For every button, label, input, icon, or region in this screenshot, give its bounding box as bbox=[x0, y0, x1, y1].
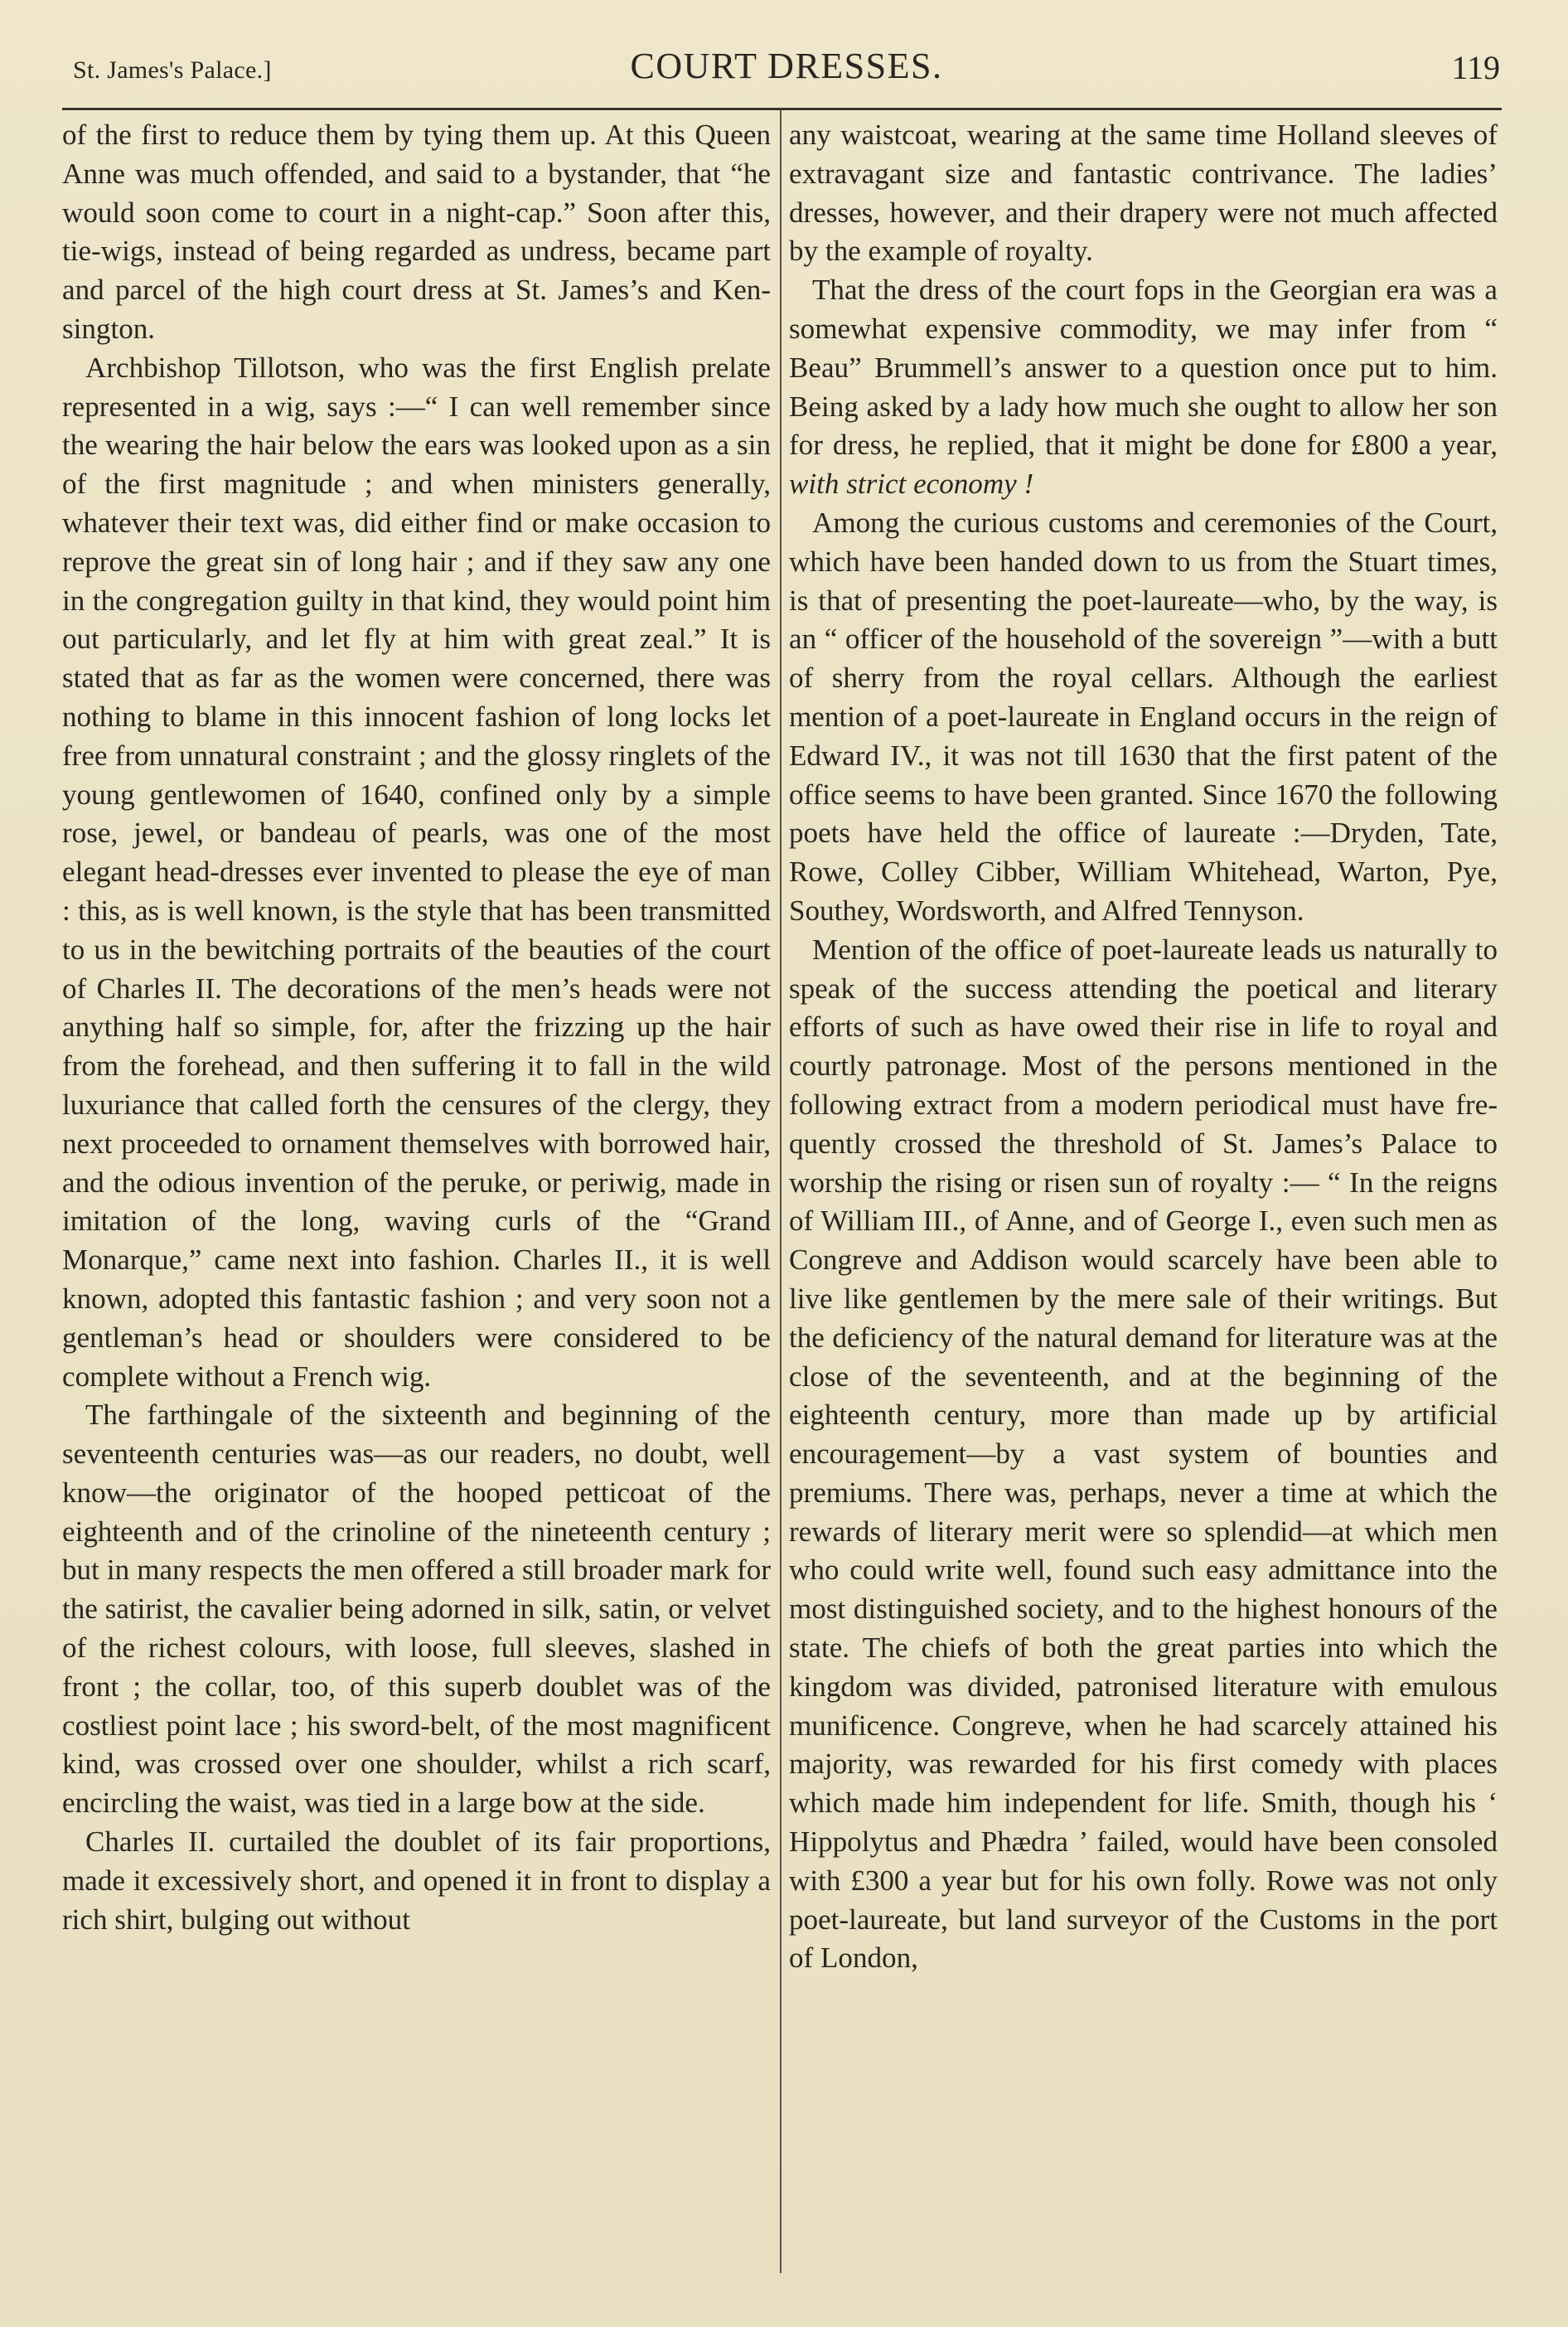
left-paragraph-2: Archbishop Tillotson, who was the first English prelate represented in a wig, says :—“ I can well remember since the wearing the hair below the ears was looked upon as a sin of the first magnitude ; and when ministers generally, whatever their text was, did either find or make occasion to reprove the great sin of long hair ; and if they saw any one in the congregation guilty in that kind, they would point him out particularly, and let fly at him with great zeal.” It is stated that as far as the women were concerned, there was nothing to blame in this innocent fashion of long locks let free from unnatural constraint ; and the glossy ringlets of the young gentlewomen of 1640, confined only by a simple rose, jewel, or bandeau of pearls, was one of the most elegant head-dresses ever invented to please the eye of man : this, as is well known, is the style that has been transmitted to us in the bewitching portraits of the beauties of the court of Charles II. The decorations of the men’s heads were not anything half so simple, for, after the frizzing up the hair from the forehead, and then suffering it to fall in the wild luxuriance that called forth the censures of the clergy, they next proceeded to ornament themselves with borrowed hair, and the odious invention of the peruke, or periwig, made in imitation of the long, waving curls of the “Grand Monarque,” came next into fashion. Charles II., it is well known, adopted this fantastic fashion ; and very soon not a gentleman’s head or shoulders were considered to be complete without a French wig. bbox=[62, 351, 771, 1393]
right-paragraph-3: Among the curious customs and ceremonies of the Court, which have been handed down to us from the Stuart times, is that of presenting the poet-laureate—who, by the way, is an “ officer of the household of the sovereign ”—with a butt of sherry from the royal cellars. Although the earliest mention of a poet-laureate in England occurs in the reign of Edward IV., it was not till 1630 that the first patent of the office seems to have been granted. Since 1670 the following poets have held the office of laureate :—Dryden, Tate, Rowe, Colley Cibber, William Whitehead, Warton, Pye, Southey, Wordsworth, and Alfred Tennyson. bbox=[789, 506, 1498, 927]
right-paragraph-1: any waistcoat, wearing at the same time Holland sleeves of extravagant size and fantastic contrivance. The ladies’ dresses, however, and their drapery were not much affected by the example of royalty. bbox=[789, 119, 1498, 268]
page-title: COURT DRESSES. bbox=[630, 46, 943, 86]
left-paragraph-3: The farthingale of the sixteenth and beginning of the seventeenth centuries was—as our readers, no doubt, well know—the originator of the hooped petticoat of the eighteenth and of the crinoline of the nineteenth century ; but in many respects the men offered a still broader mark for the satirist, the cavalier being adorned in silk, satin, or velvet of the richest colours, with loose, full sleeves, slashed in front ; the collar, too, of this superb doublet was of the costliest point lace ; his sword-belt, of the most magnificent kind, was crossed over one shoulder, whilst a rich scarf, encircling the waist, was tied in a large bow at the side. bbox=[62, 1399, 771, 1820]
right-paragraph-2 bbox=[789, 271, 1498, 504]
right-column bbox=[789, 116, 1498, 1978]
right-paragraph-4: Mention of the office of poet-laureate leads us naturally to speak of the success attending the poetical and literary efforts of such as have owed their rise in life to royal and courtly patronage. Most of the persons mentioned in the following extract from a modern periodical must have frequently crossed the threshold of St. James’s Palace to worship the rising or risen sun of royalty :— “ In the reigns of William III., of Anne, and of George I., even such men as Congreve and Addison would scarcely have been able to live like gentlemen by the mere sale of their writings. But the deficiency of the natural demand for literature was at the close of the seventeenth, and at the beginning of the eighteenth century, more than made up by artificial encouragement—by a vast system of bounties and premiums. There was, perhaps, never a time at which the rewards of literary merit were so splendid—at which men who could write well, found such easy admittance into the most distinguished society, and to the highest honours of the state. The chiefs of both the great parties into which the kingdom was divided, patronised literature with emulous munificence. Congreve, when he had scarcely attained his majority, was rewarded for his first comedy with places which made him independent for life. Smith, though his ‘ Hippolytus and Phædra ’ failed, would have been consoled with £300 a year but for his own folly. Rowe was not only poet-laureate, but land surveyor of the Customs in the port of London, bbox=[789, 933, 1498, 1975]
italic-phrase: with strict economy ! bbox=[789, 468, 1034, 501]
header-rule bbox=[62, 108, 1502, 110]
column-divider bbox=[780, 109, 782, 2273]
left-column bbox=[62, 116, 771, 1939]
left-paragraph-4: Charles II. curtailed the doublet of its fair proportions, made it excessively short, and opened it in front to display a rich shirt, bulging out without bbox=[62, 1825, 771, 1936]
section-label: St. James's Palace.] bbox=[73, 56, 272, 84]
page-number: 119 bbox=[1451, 49, 1500, 86]
running-head bbox=[73, 45, 1500, 95]
left-paragraph-1: of the first to reduce them by tying them up. At this Queen Anne was much offended, and said to a bystander, that “he would soon come to court in a night-cap.” Soon after this, tie-wigs, instead of being regarded as undress, became part and parcel of the high court dress at St. James’s and Kensington. bbox=[62, 119, 771, 345]
right-paragraph-2-text: That the dress of the court fops in the Georgian era was a somewhat expensive commodity, we may infer from “ Beau” Brummell’s answer to a question once put to him. Being asked by a lady how much she ought to allow her son for dress, he replied, that it might be done for £800 a year, bbox=[789, 274, 1498, 462]
